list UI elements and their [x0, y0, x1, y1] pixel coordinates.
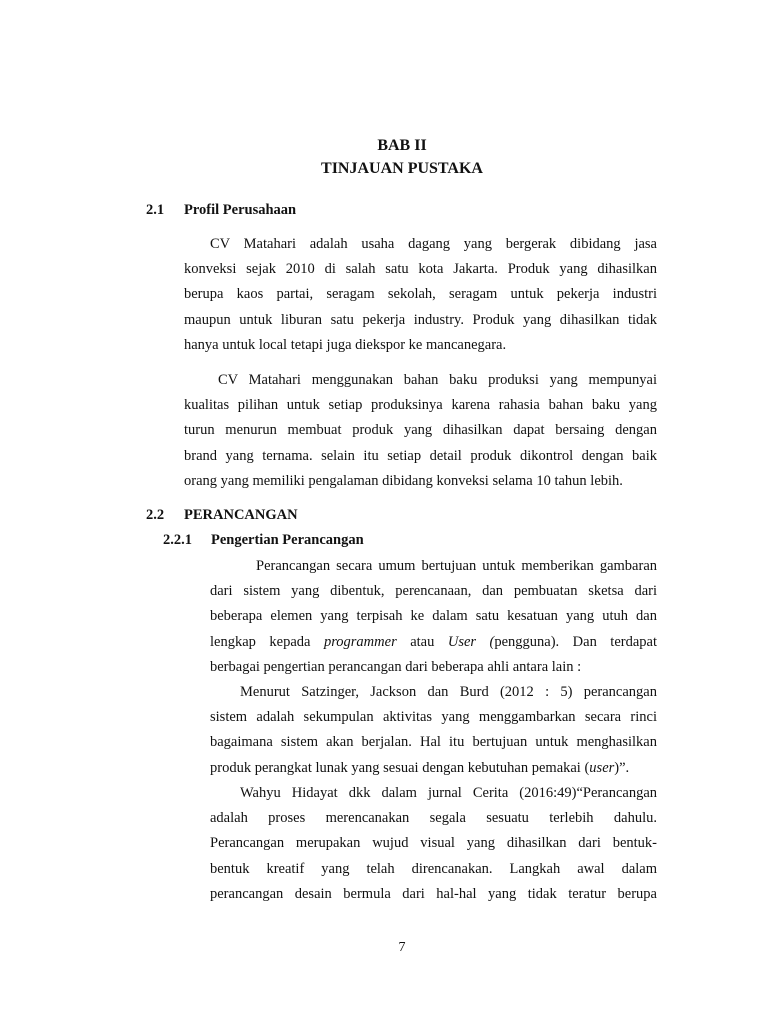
- text-line: beberapa elemen yang terpisah ke dalam satu kesatuan yang utuh dan: [210, 608, 657, 625]
- text-line: bagaimana sistem akan berjalan. Hal itu bertujuan untuk menghasilkan: [210, 734, 657, 751]
- text-line: perancangan desain bermula dari hal-hal yang tidak teratur berupa: [210, 885, 657, 902]
- text-line: konveksi sejak 2010 di salah satu kota Jakarta. Produk yang dihasilkan: [184, 261, 657, 278]
- text-line: lengkap kepada programmer atau User (pengguna). Dan terdapat: [210, 633, 657, 650]
- text-line: maupun untuk liburan satu pekerja industry. Produk yang dihasilkan tidak: [184, 311, 657, 328]
- text-line: hanya untuk local tetapi juga diekspor ke mancanegara.: [184, 336, 507, 353]
- chapter-title: TINJAUAN PUSTAKA: [321, 160, 483, 177]
- subsection-heading: Pengertian Perancangan: [211, 532, 364, 548]
- text-line: Wahyu Hidayat dkk dalam jurnal Cerita (2016:49)“Perancangan: [240, 785, 657, 801]
- paragraph: [184, 368, 657, 494]
- text-line: CV Matahari menggunakan bahan baku produksi yang mempunyai: [218, 372, 657, 388]
- text-line: adalah proses merencanakan segala sesuatu terlebih dahulu.: [210, 810, 657, 827]
- paragraph: [210, 781, 657, 907]
- text-line: berbagai pengertian perancangan dari beberapa ahli antara lain :: [210, 658, 582, 675]
- paragraph: [210, 554, 657, 680]
- text-line: kualitas pilihan untuk setiap produksinya karena rahasia bahan baku yang: [184, 397, 657, 414]
- text-line: CV Matahari adalah usaha dagang yang bergerak dibidang jasa: [210, 236, 657, 252]
- text-line: turun menurun membuat produk yang dihasilkan dapat bersaing dengan: [184, 422, 657, 439]
- text-line: Perancangan merupakan wujud visual yang dihasilkan dari bentuk-: [210, 835, 657, 852]
- subsection-number: 2.2.1: [163, 532, 192, 548]
- section-number: 2.2: [146, 507, 165, 523]
- section-number: 2.1: [146, 202, 165, 218]
- text-line: brand yang ternama. selain itu setiap detail produk dikontrol dengan baik: [184, 447, 657, 464]
- text-line: sistem adalah sekumpulan aktivitas yang menggambarkan secara rinci: [210, 709, 657, 726]
- paragraph: [210, 680, 657, 781]
- page-number: 7: [398, 940, 406, 955]
- text-line: produk perangkat lunak yang sesuai dengan kebutuhan pemakai (user)”.: [210, 759, 630, 776]
- text-line: Perancangan secara umum bertujuan untuk memberikan gambaran: [256, 558, 657, 574]
- section-heading: Profil Perusahaan: [184, 202, 297, 218]
- text-line: Menurut Satzinger, Jackson dan Burd (2012 : 5) perancangan: [240, 684, 657, 700]
- chapter-number: BAB II: [377, 137, 427, 154]
- text-line: orang yang memiliki pengalaman dibidang konveksi selama 10 tahun lebih.: [184, 472, 623, 489]
- paragraph: [184, 232, 657, 358]
- text-line: dari sistem yang dibentuk, perencanaan, dan pembuatan sketsa dari: [210, 583, 657, 600]
- section-heading: PERANCANGAN: [184, 507, 298, 523]
- text-line: bentuk kreatif yang telah direncanakan. Langkah awal dalam: [210, 860, 657, 877]
- text-line: berupa kaos partai, seragam sekolah, seragam untuk pekerja industri: [184, 286, 657, 303]
